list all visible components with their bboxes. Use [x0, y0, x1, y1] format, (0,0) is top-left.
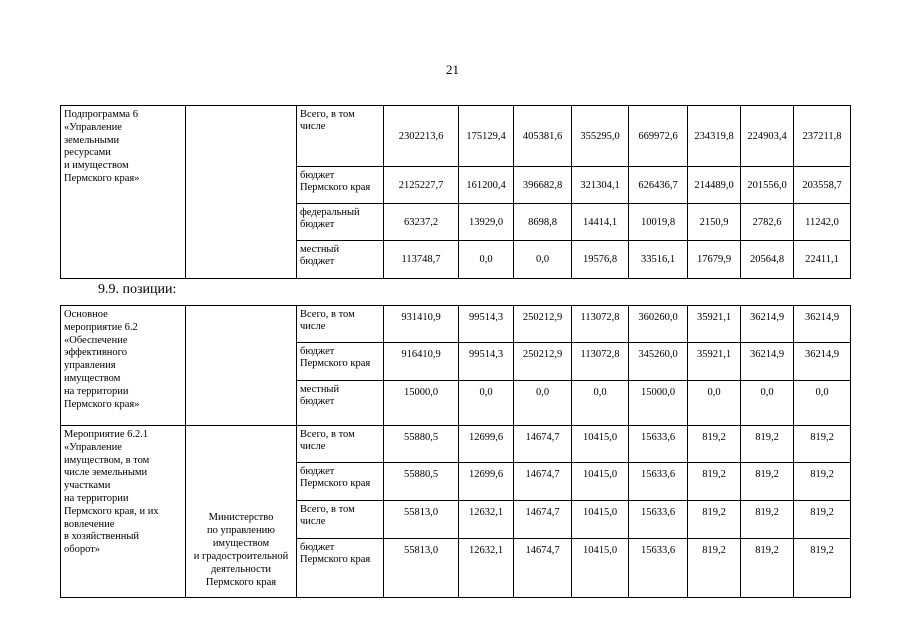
- value-cell: 0,0: [514, 381, 572, 426]
- value-cell: 22411,1: [794, 241, 851, 279]
- value-cell: 15000,0: [629, 381, 688, 426]
- value-cell: 2302213,6: [384, 106, 459, 167]
- value-cell: 11242,0: [794, 204, 851, 241]
- value-cell: 819,2: [688, 463, 741, 501]
- value-cell: 14414,1: [572, 204, 629, 241]
- value-cell: 36214,9: [741, 343, 794, 381]
- table-row: [61, 426, 851, 463]
- value-cell: 161200,4: [459, 167, 514, 204]
- value-cell: 12632,1: [459, 539, 514, 598]
- value-cell: 0,0: [794, 381, 851, 426]
- value-cell: 234319,8: [688, 106, 741, 167]
- value-cell: 8698,8: [514, 204, 572, 241]
- value-cell: 819,2: [688, 426, 741, 463]
- value-cell: 35921,1: [688, 306, 741, 343]
- value-cell: 20564,8: [741, 241, 794, 279]
- value-cell: 14674,7: [514, 463, 572, 501]
- value-cell: 113072,8: [572, 306, 629, 343]
- responsible-cell: [186, 306, 297, 426]
- value-cell: 0,0: [572, 381, 629, 426]
- value-cell: 55880,5: [384, 426, 459, 463]
- value-cell: 15633,6: [629, 463, 688, 501]
- value-cell: 14674,7: [514, 501, 572, 539]
- value-cell: 819,2: [794, 463, 851, 501]
- value-cell: 819,2: [741, 501, 794, 539]
- value-cell: 355295,0: [572, 106, 629, 167]
- value-cell: 12632,1: [459, 501, 514, 539]
- responsible-cell: [186, 106, 297, 279]
- value-cell: 396682,8: [514, 167, 572, 204]
- value-cell: 175129,4: [459, 106, 514, 167]
- value-cell: 224903,4: [741, 106, 794, 167]
- value-cell: 10415,0: [572, 539, 629, 598]
- activity-name-cell: Основное мероприятие 6.2 «Обеспечение эффективного управления имуществом на территории Пермского края»: [61, 306, 186, 426]
- value-cell: 2125227,7: [384, 167, 459, 204]
- source-cell: Всего, в том числе: [297, 501, 384, 539]
- source-cell: федеральный бюджет: [297, 204, 384, 241]
- value-cell: 819,2: [688, 539, 741, 598]
- value-cell: 819,2: [794, 539, 851, 598]
- table-row: [61, 106, 851, 167]
- value-cell: 99514,3: [459, 306, 514, 343]
- value-cell: 669972,6: [629, 106, 688, 167]
- activity-name-cell: Мероприятие 6.2.1 «Управление имуществом, в том числе земельными участками на территории Пермского края, и их вовлечение в хозяйственный оборот»: [61, 426, 186, 598]
- value-cell: 0,0: [459, 381, 514, 426]
- value-cell: 0,0: [688, 381, 741, 426]
- value-cell: 36214,9: [794, 306, 851, 343]
- value-cell: 12699,6: [459, 426, 514, 463]
- value-cell: 14674,7: [514, 539, 572, 598]
- source-cell: местный бюджет: [297, 241, 384, 279]
- value-cell: 10019,8: [629, 204, 688, 241]
- value-cell: 12699,6: [459, 463, 514, 501]
- value-cell: 55880,5: [384, 463, 459, 501]
- value-cell: 15000,0: [384, 381, 459, 426]
- value-cell: 819,2: [688, 501, 741, 539]
- value-cell: 14674,7: [514, 426, 572, 463]
- source-cell: бюджет Пермского края: [297, 167, 384, 204]
- source-cell: Всего, в том числе: [297, 306, 384, 343]
- value-cell: 99514,3: [459, 343, 514, 381]
- value-cell: 15633,6: [629, 539, 688, 598]
- value-cell: 15633,6: [629, 501, 688, 539]
- value-cell: 250212,9: [514, 343, 572, 381]
- value-cell: 916410,9: [384, 343, 459, 381]
- value-cell: 2782,6: [741, 204, 794, 241]
- value-cell: 819,2: [741, 463, 794, 501]
- value-cell: 55813,0: [384, 501, 459, 539]
- value-cell: 17679,9: [688, 241, 741, 279]
- value-cell: 2150,9: [688, 204, 741, 241]
- value-cell: 10415,0: [572, 501, 629, 539]
- value-cell: 55813,0: [384, 539, 459, 598]
- value-cell: 250212,9: [514, 306, 572, 343]
- value-cell: 819,2: [741, 426, 794, 463]
- source-cell: бюджет Пермского края: [297, 463, 384, 501]
- value-cell: 819,2: [741, 539, 794, 598]
- value-cell: 36214,9: [794, 343, 851, 381]
- source-cell: Всего, в том числе: [297, 106, 384, 167]
- value-cell: 203558,7: [794, 167, 851, 204]
- source-cell: бюджет Пермского края: [297, 539, 384, 598]
- value-cell: 36214,9: [741, 306, 794, 343]
- value-cell: 360260,0: [629, 306, 688, 343]
- value-cell: 113072,8: [572, 343, 629, 381]
- table-row: [61, 306, 851, 343]
- value-cell: 201556,0: [741, 167, 794, 204]
- program-name-cell: Подпрограмма 6 «Управление земельными ресурсами и имуществом Пермского края»: [61, 106, 186, 279]
- value-cell: 819,2: [794, 426, 851, 463]
- funding-table-subprogram: [60, 105, 851, 279]
- value-cell: 10415,0: [572, 463, 629, 501]
- value-cell: 35921,1: [688, 343, 741, 381]
- funding-table-positions: [60, 305, 851, 598]
- source-cell: Всего, в том числе: [297, 426, 384, 463]
- value-cell: 19576,8: [572, 241, 629, 279]
- value-cell: 33516,1: [629, 241, 688, 279]
- value-cell: 321304,1: [572, 167, 629, 204]
- value-cell: 10415,0: [572, 426, 629, 463]
- value-cell: 345260,0: [629, 343, 688, 381]
- value-cell: 214489,0: [688, 167, 741, 204]
- value-cell: 113748,7: [384, 241, 459, 279]
- value-cell: 15633,6: [629, 426, 688, 463]
- value-cell: 0,0: [514, 241, 572, 279]
- value-cell: 0,0: [459, 241, 514, 279]
- value-cell: 13929,0: [459, 204, 514, 241]
- value-cell: 237211,8: [794, 106, 851, 167]
- value-cell: 0,0: [741, 381, 794, 426]
- source-cell: бюджет Пермского края: [297, 343, 384, 381]
- value-cell: 626436,7: [629, 167, 688, 204]
- page-number: 21: [446, 62, 459, 77]
- value-cell: 63237,2: [384, 204, 459, 241]
- source-cell: местный бюджет: [297, 381, 384, 426]
- value-cell: 819,2: [794, 501, 851, 539]
- responsible-cell: Министерство по управлению имуществом и градостроительной деятельности Пермского края: [186, 426, 297, 598]
- section-label: 9.9. позиции:: [98, 282, 177, 297]
- value-cell: 931410,9: [384, 306, 459, 343]
- value-cell: 405381,6: [514, 106, 572, 167]
